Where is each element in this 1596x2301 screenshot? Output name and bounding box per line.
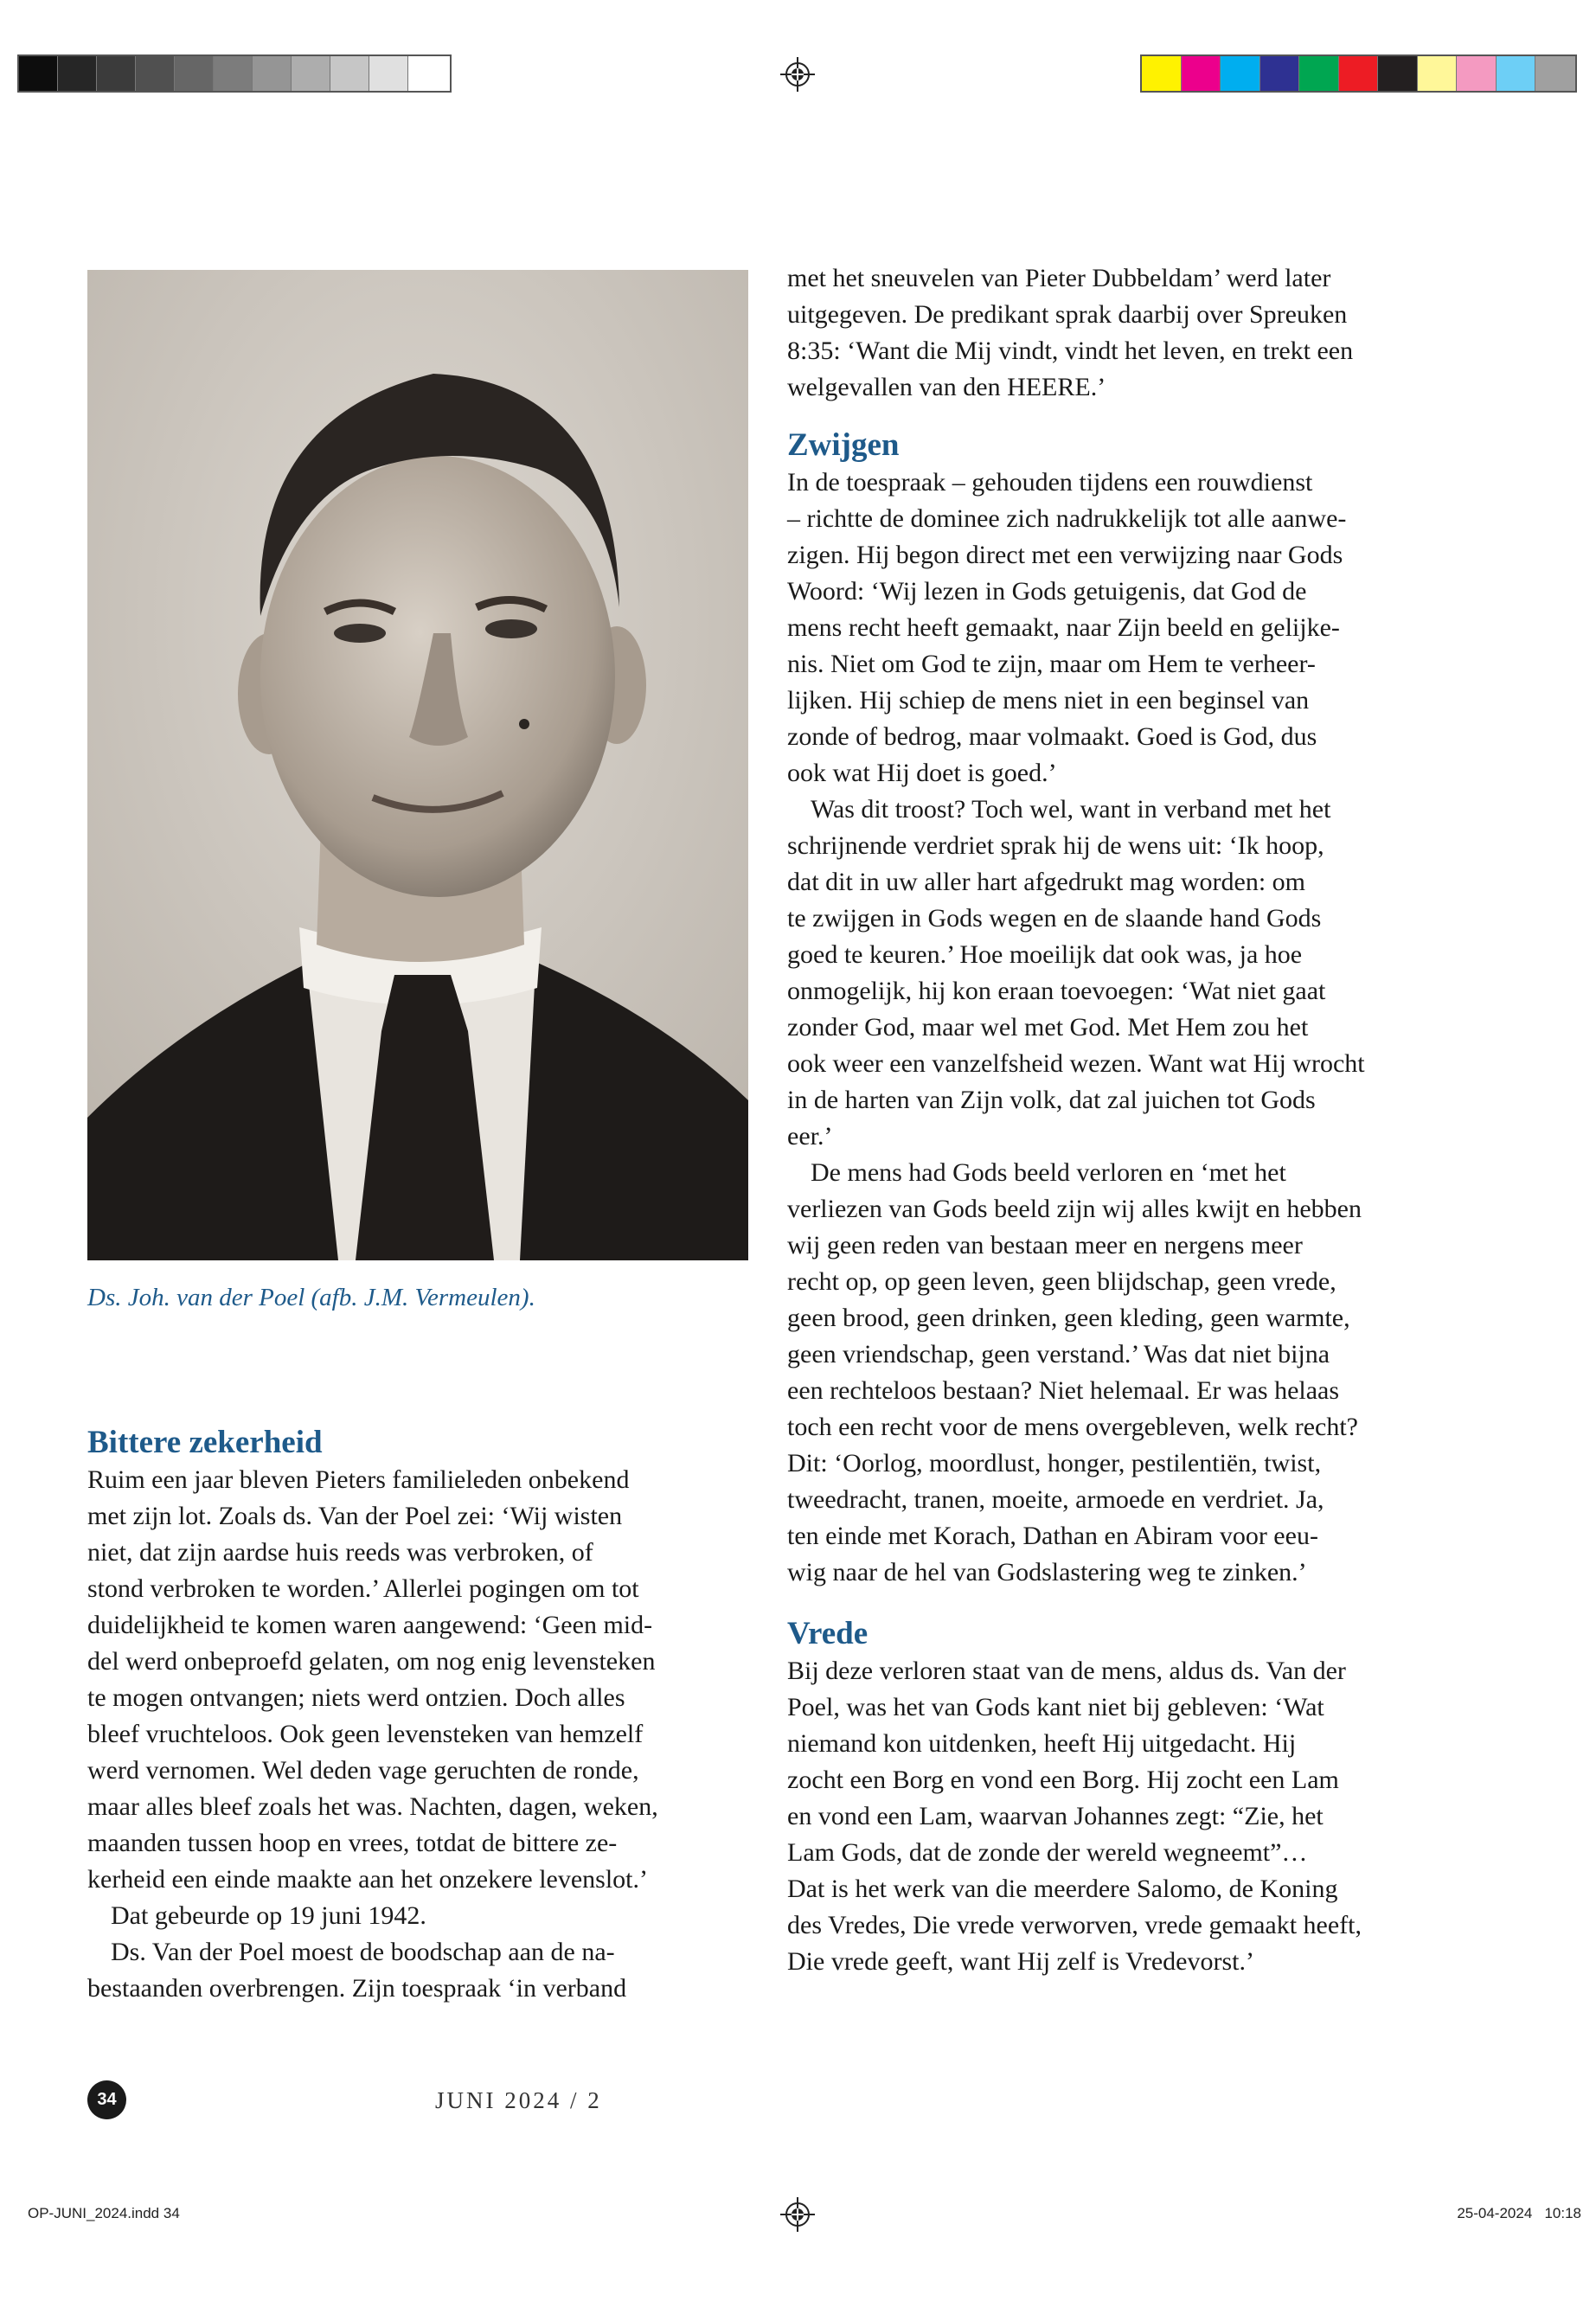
issue-label: JUNI 2024 / 2: [435, 2087, 602, 2113]
text-line: – richtte de dominee zich nadrukkelijk tot alle aanwe-: [787, 504, 1347, 533]
text-line: bleef vruchteloos. Ook geen levensteken van hemzelf: [87, 1720, 644, 1748]
text-line: toch een recht voor de mens overgebleven, welk recht?: [787, 1413, 1358, 1441]
text-line: maar alles bleef zoals het was. Nachten, dagen, weken,: [87, 1792, 658, 1821]
registration-mark-top: [780, 57, 815, 92]
text-line: niemand kon uitdenken, heeft Hij uitgedacht. Hij: [787, 1729, 1297, 1758]
text-line: te mogen ontvangen; niets werd ontzien. Doch alles: [87, 1683, 625, 1712]
text-line: Was dit troost? Toch wel, want in verband met het: [811, 795, 1331, 824]
text-line: een rechteloos bestaan? Niet helemaal. Er was helaas: [787, 1376, 1340, 1405]
gray-swatch-8: [330, 56, 369, 91]
text-line: niet, dat zijn aardse huis reeds was verbroken, of: [87, 1538, 593, 1567]
text-line: ten einde met Korach, Dathan en Abiram voor eeu-: [787, 1522, 1318, 1550]
gray-swatch-10: [408, 56, 447, 91]
gray-swatch-9: [369, 56, 408, 91]
text-line: De mens had Gods beeld verloren en ‘met het: [811, 1158, 1286, 1187]
text-line: eer.’: [787, 1122, 833, 1150]
text-line: Bij deze verloren staat van de mens, aldus ds. Van der: [787, 1657, 1346, 1685]
text-line: onmogelijk, hij kon eraan toevoegen: ‘Wat niet gaat: [787, 977, 1326, 1005]
text-line: werd vernomen. Wel deden vage geruchten de ronde,: [87, 1756, 639, 1785]
text-line: en vond een Lam, waarvan Johannes zegt: “Zie, het: [787, 1802, 1324, 1830]
section-heading-vrede: Vrede: [787, 1616, 869, 1651]
text-line: zigen. Hij begon direct met een verwijzing naar Gods: [787, 541, 1343, 569]
text-line: Dit: ‘Oorlog, moordlust, honger, pestilentiën, twist,: [787, 1449, 1322, 1477]
text-line: bestaanden overbrengen. Zijn toespraak ‘in verband: [87, 1974, 627, 2003]
gray-swatch-5: [214, 56, 253, 91]
text-line: maanden tussen hoop en vrees, totdat de bittere ze-: [87, 1829, 618, 1857]
text-line: kerheid een einde maakte aan het onzekere levenslot.’: [87, 1865, 649, 1894]
text-line: te zwijgen in Gods wegen en de slaande hand Gods: [787, 904, 1322, 933]
color-swatch-9: [1497, 56, 1536, 91]
text-line: lijken. Hij schiep de mens niet in een beginsel van: [787, 686, 1310, 715]
text-line: met het sneuvelen van Pieter Dubbeldam’ werd later: [787, 264, 1331, 292]
photo-caption: Ds. Joh. van der Poel (afb. J.M. Vermeulen).: [87, 1284, 535, 1311]
color-swatch-2: [1221, 56, 1260, 91]
text-line: ook wat Hij doet is goed.’: [787, 759, 1057, 787]
text-line: Ds. Van der Poel moest de boodschap aan de na-: [111, 1938, 615, 1966]
text-line: del werd onbeproefd gelaten, om nog enig levensteken: [87, 1647, 656, 1676]
text-line: tweedracht, tranen, moeite, armoede en verdriet. Ja,: [787, 1485, 1324, 1514]
color-swatch-8: [1457, 56, 1497, 91]
text-line: des Vredes, Die vrede verworven, vrede gemaakt heeft,: [787, 1911, 1362, 1939]
text-line: Ruim een jaar bleven Pieters familieleden onbekend: [87, 1465, 630, 1494]
section-heading-bittere-zekerheid: Bittere zekerheid: [87, 1425, 323, 1460]
text-line: nis. Niet om God te zijn, maar om Hem te verheer-: [787, 650, 1316, 678]
text-line: Woord: ‘Wij lezen in Gods getuigenis, dat God de: [787, 577, 1307, 606]
text-line: Dat gebeurde op 19 juni 1942.: [111, 1901, 426, 1930]
text-line: verliezen van Gods beeld zijn wij alles kwijt en hebben: [787, 1195, 1362, 1223]
text-line: 8:35: ‘Want die Mij vindt, vindt het leven, en trekt een: [787, 336, 1354, 365]
file-slug: OP-JUNI_2024.indd 34: [28, 2205, 180, 2221]
text-line: In de toespraak – gehouden tijdens een rouwdienst: [787, 468, 1313, 497]
color-swatch-5: [1339, 56, 1379, 91]
text-line: Die vrede geeft, want Hij zelf is Vredevorst.’: [787, 1947, 1254, 1976]
right-text-column: [787, 260, 1453, 1980]
print-timestamp: 25-04-2024 10:18: [1457, 2205, 1581, 2221]
page-number-badge: 34: [87, 2080, 126, 2119]
text-line: Poel, was het van Gods kant niet bij gebleven: ‘Wat: [787, 1693, 1324, 1721]
color-swatch-7: [1418, 56, 1458, 91]
registration-mark-bottom: [780, 2197, 815, 2232]
grayscale-calibration-bar: [17, 54, 452, 93]
text-line: zonde of bedrog, maar volmaakt. Goed is God, dus: [787, 722, 1317, 751]
text-line: in de harten van Zijn volk, dat zal juichen tot Gods: [787, 1086, 1316, 1114]
color-swatch-4: [1299, 56, 1339, 91]
gray-swatch-3: [136, 56, 175, 91]
gray-swatch-2: [97, 56, 136, 91]
portrait-photo: [87, 270, 748, 1260]
text-line: uitgegeven. De predikant sprak daarbij over Spreuken: [787, 300, 1348, 329]
text-line: dat dit in uw aller hart afgedrukt mag worden: om: [787, 868, 1305, 896]
text-line: Lam Gods, dat de zonde der wereld wegneemt”…: [787, 1838, 1308, 1867]
text-line: geen brood, geen drinken, geen kleding, geen warmte,: [787, 1304, 1350, 1332]
color-swatch-0: [1142, 56, 1182, 91]
text-line: zonder God, maar wel met God. Met Hem zou het: [787, 1013, 1309, 1042]
text-line: duidelijkheid te komen waren aangewend: ‘Geen mid-: [87, 1611, 653, 1639]
gray-swatch-0: [19, 56, 58, 91]
color-swatch-1: [1182, 56, 1221, 91]
text-line: zocht een Borg en vond een Borg. Hij zocht een Lam: [787, 1766, 1339, 1794]
section-heading-zwijgen: Zwijgen: [787, 427, 900, 463]
text-line: wig naar de hel van Godslastering weg te zinken.’: [787, 1558, 1307, 1586]
text-line: met zijn lot. Zoals ds. Van der Poel zei: ‘Wij wisten: [87, 1502, 623, 1530]
color-swatch-6: [1378, 56, 1418, 91]
text-line: schrijnende verdriet sprak hij de wens uit: ‘Ik hoop,: [787, 831, 1324, 860]
left-text-column: [87, 1424, 753, 2007]
text-line: mens recht heeft gemaakt, naar Zijn beeld en gelijke-: [787, 613, 1340, 642]
text-line: goed te keuren.’ Hoe moeilijk dat ook was, ja hoe: [787, 940, 1303, 969]
color-swatch-10: [1535, 56, 1575, 91]
gray-swatch-1: [58, 56, 97, 91]
text-line: recht op, op geen leven, geen blijdschap, geen vrede,: [787, 1267, 1336, 1296]
color-swatch-3: [1260, 56, 1300, 91]
gray-swatch-4: [175, 56, 214, 91]
gray-swatch-7: [292, 56, 330, 91]
color-calibration-bar: [1140, 54, 1577, 93]
text-line: ook weer een vanzelfsheid wezen. Want wat Hij wrocht: [787, 1049, 1365, 1078]
gray-swatch-6: [253, 56, 292, 91]
text-line: stond verbroken te worden.’ Allerlei pogingen om tot: [87, 1574, 639, 1603]
text-line: wij geen reden van bestaan meer en nergens meer: [787, 1231, 1303, 1259]
text-line: welgevallen van den HEERE.’: [787, 373, 1106, 401]
text-line: Dat is het werk van die meerdere Salomo, de Koning: [787, 1875, 1338, 1903]
text-line: geen vriendschap, geen verstand.’ Was dat niet bijna: [787, 1340, 1330, 1368]
